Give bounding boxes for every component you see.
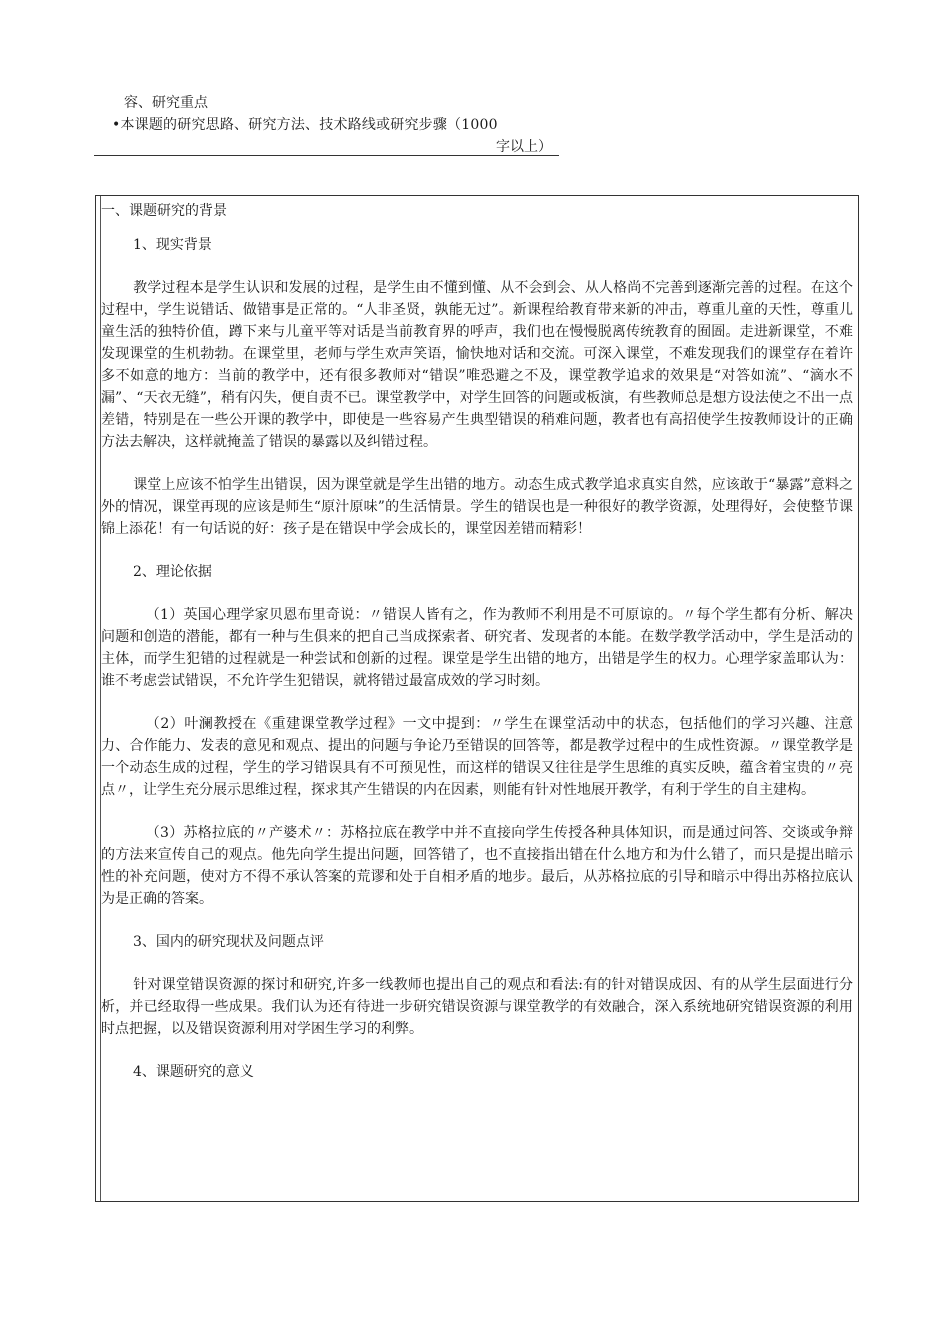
form-header (112, 92, 562, 158)
paragraph-theory-2: （2）叶澜教授在《重建课堂教学过程》一文中提到：〃学生在课堂活动中的状态，包括他们的学习兴趣、注意力、合作能力、发表的意见和观点、提出的问题与争论乃至错误的回答等，都是教学过程中的生成性资源。〃课堂教学是一个动态生成的过程，学生的学习错误具有不可预见性，而这样的错误又往往是学生思维的真实反映，蕴含着宝贵的〃亮点〃，让学生充分展示思维过程，探求其产生错误的内在因素，则能有针对性地展开教学，有利于学生的自主建构。 (101, 716, 853, 798)
section-1-3-title: 3、国内的研究现状及问题点评 (133, 934, 324, 950)
content-box (95, 195, 859, 1202)
section-1-4-title: 4、课题研究的意义 (133, 1064, 254, 1080)
header-divider (94, 155, 559, 156)
header-line-1: 容、研究重点 (124, 95, 208, 111)
paragraph-status-1: 针对课堂错误资源的探讨和研究,许多一线教师也提出自己的观点和看法:有的针对错误成因、有的从学生层面进行分析，并已经取得一些成果。我们认为还有待进一步研究错误资源与课堂教学的有效融合，深入系统地研究错误资源的利用时点把握，以及错误资源利用对学困生学习的利弊。 (101, 977, 853, 1037)
header-line-2: •本课题的研究思路、研究方法、技术路线或研究步骤（1000 (112, 117, 498, 133)
header-line-3: 字以上） (496, 139, 552, 155)
paragraph-reality-1: 教学过程本是学生认识和发展的过程，是学生由不懂到懂、从不会到会、从人格尚不完善到逐渐完善的过程。在这个过程中，学生说错话、做错事是正常的。“人非圣贤，孰能无过”。新课程给教育带来新的冲击，尊重儿童的天性，尊重儿童生活的独特价值，蹲下来与儿童平等对话是当前教育界的呼声，我们也在慢慢脱离传统教育的囿圄。走进新课堂，不难发现课堂的生机勃勃。在课堂里，老师与学生欢声笑语，愉快地对话和交流。可深入课堂，不难发现我们的课堂存在着许多不如意的地方：当前的教学中，还有很多教师对“错误”唯恐避之不及，课堂教学追求的效果是“对答如流”、“滴水不漏”、“天衣无缝”，稍有闪失，便自责不已。课堂教学中，对学生回答的问题或板演，有些教师总是想方设法使之不出一点差错，特别是在一些公开课的教学中，即使是一些容易产生典型错误的稍难问题，教者也有高招使学生按教师设计的正确方法去解决，这样就掩盖了错误的暴露以及纠错过程。 (101, 280, 853, 450)
section-1-title: 一、课题研究的背景 (101, 203, 227, 219)
section-1-2-title: 2、理论依据 (133, 564, 212, 580)
paragraph-reality-2: 课堂上应该不怕学生出错误，因为课堂就是学生出错的地方。动态生成式教学追求真实自然，应该敢于“暴露”意料之外的情况，课堂再现的应该是师生“原汁原味”的生活情景。学生的错误也是一种很好的教学资源，处理得好，会使整节课锦上添花！有一句话说的好：孩子是在错误中学会成长的，课堂因差错而精彩！ (101, 477, 853, 537)
paragraph-theory-3: （3）苏格拉底的〃产婆术〃：苏格拉底在教学中并不直接向学生传授各种具体知识，而是通过问答、交谈或争辩的方法来宣传自己的观点。他先向学生提出问题，回答错了，也不直接指出错在什么地方和为什么错了，而只是提出暗示性的补充问题，使对方不得不承认答案的荒谬和处于自相矛盾的地步。最后，从苏格拉底的引导和暗示中得出苏格拉底认为是正确的答案。 (101, 825, 853, 907)
paragraph-theory-1: （1）英国心理学家贝恩布里奇说：〃错误人皆有之，作为教师不利用是不可原谅的。〃每个学生都有分析、解决问题和创造的潜能，都有一种与生俱来的把自己当成探索者、研究者、发现者的本能。在数学教学活动中，学生是活动的主体，而学生犯错的过程就是一种尝试和创新的过程。课堂是学生出错的地方，出错是学生的权力。心理学家盖耶认为：谁不考虑尝试错误，不允许学生犯错误，就将错过最富成效的学习时刻。 (101, 607, 853, 689)
content-body (101, 200, 853, 1083)
section-1-1-title: 1、现实背景 (133, 237, 212, 253)
